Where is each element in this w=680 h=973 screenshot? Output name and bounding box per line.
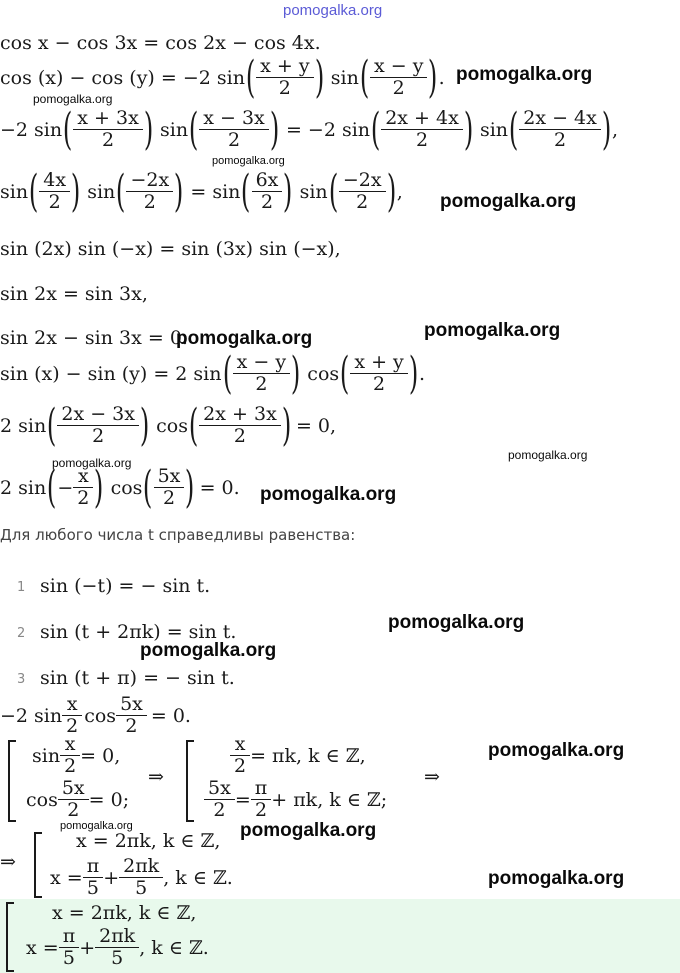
watermark-small: pomogalka.org [60, 820, 133, 832]
equation-text: 2 sin [0, 477, 47, 499]
fraction: $\frac{\pi}{5}$ [61, 926, 78, 970]
fraction: $\frac{x}{2}$ [64, 694, 80, 738]
equation-text: cos [156, 415, 188, 437]
watermark-small: pomogalka.org [33, 92, 113, 106]
fraction: $\frac{2x + 3x}{2}$ [201, 404, 279, 448]
watermark: pomogalka.org [456, 64, 593, 85]
equation-text: sin [479, 119, 509, 141]
equation-text: = 0. [199, 477, 240, 499]
watermark: pomogalka.org [424, 320, 561, 341]
list-item-formula: sin (t + π) = − sin t. [40, 667, 235, 689]
equation-text: cos [307, 363, 340, 385]
fraction: $\frac{x - y}{2}$ [372, 56, 425, 100]
equation-text: − [57, 477, 74, 499]
fraction: $\frac{2\pi k}{5}$ [97, 926, 137, 970]
equation-line-7 [0, 327, 188, 349]
system-row: $\frac{x}{2}$ = πk, k ∈ ℤ, [230, 734, 366, 778]
equation-text: sin [299, 181, 328, 203]
list-number: 1 [17, 580, 26, 595]
system-bracket [8, 740, 16, 822]
answer-row: x = 2πk, k ∈ ℤ, [52, 902, 197, 924]
equation-text: cos [110, 477, 143, 499]
equation-text: 2 sin [0, 415, 47, 437]
paren-open: ( [359, 52, 370, 103]
implies-arrow: ⇒ [148, 766, 164, 788]
watermark: pomogalka.org [176, 328, 313, 349]
equation-line-6 [0, 283, 148, 305]
equation-text: = 0. [150, 704, 191, 727]
equation-text: cos (x) − cos (y) = −2 sin [0, 67, 245, 89]
equation-line-5 [0, 238, 341, 260]
paren-close: ) [428, 52, 438, 103]
equation-text: cos x − cos 3x = cos 2x − cos 4x. [0, 32, 321, 54]
answer-row: x = $\frac{\pi}{5}$ + $\frac{2\pi k}{5}$ , k ∈ ℤ. [26, 925, 209, 969]
equation-text: −2 sin [0, 119, 63, 141]
fraction: $\frac{\pi}{2}$ [253, 778, 270, 822]
fraction: $\frac{5x}{2}$ [156, 466, 183, 510]
fraction: $\frac{5x}{2}$ [118, 694, 145, 738]
equation-text: = sin [190, 181, 241, 203]
fraction: $\frac{x}{2}$ [62, 734, 78, 778]
equation-text: cos [84, 704, 117, 727]
system-row: cos $\frac{5x}{2}$ = 0; [26, 777, 130, 821]
equation-line-8: sin (x) − sin (y) = 2 sin ( $\frac{x - y}{2}$ ) cos ( $\frac{x + y}{2}$ ) . [0, 348, 425, 399]
fraction: $\frac{-2x}{2}$ [128, 170, 171, 214]
watermark: pomogalka.org [240, 820, 377, 841]
equation-line-1 [0, 32, 321, 54]
equation-text: = −2 sin [285, 119, 371, 141]
equation-line-3: −2 sin ( $\frac{x + 3x}{2}$ ) sin ( $\frac{x - 3x}{2}$ ) = −2 sin ( $\frac{2x + 4x}{2}$ ) sin ( $\frac{2x - 4x}{2}$ ) , [0, 104, 619, 155]
equation-text: sin [0, 181, 29, 203]
fraction: $\frac{2\pi k}{5}$ [121, 856, 161, 900]
system-bracket [6, 902, 14, 972]
implies-arrow: ⇒ [424, 766, 440, 788]
watermark-small: pomogalka.org [508, 448, 588, 462]
equation-text: sin 2x = sin 3x, [0, 283, 148, 305]
fraction: $\frac{6x}{2}$ [254, 170, 281, 214]
list-item-formula: sin (t + 2πk) = sin t. [40, 621, 237, 643]
system-bracket [186, 740, 194, 822]
fraction: $\frac{4x}{2}$ [41, 170, 68, 214]
system-row: x = 2πk, k ∈ ℤ, [76, 830, 221, 852]
fraction: $\frac{\pi}{5}$ [85, 856, 102, 900]
list-number: 2 [17, 626, 26, 641]
fraction: $\frac{x - y}{2}$ [235, 352, 288, 396]
equation-text: . [438, 67, 445, 89]
equation-text: sin 2x − sin 3x = 0. [0, 327, 188, 349]
implies-arrow: ⇒ [0, 851, 16, 873]
equation-text: , [612, 119, 619, 141]
system-row: sin $\frac{x}{2}$ = 0, [32, 733, 121, 777]
fraction: $\frac{x - 3x}{2}$ [201, 108, 267, 152]
paragraph-text: Для любого числа t справедливы равенства: [0, 526, 356, 544]
equation-line-9: 2 sin ( $\frac{2x - 3x}{2}$ ) cos ( $\frac{2x + 3x}{2}$ ) = 0, [0, 400, 337, 451]
fraction: $\frac{x + 3x}{2}$ [75, 108, 141, 152]
fraction: $\frac{x}{2}$ [75, 466, 91, 510]
equation-line-10: 2 sin ( − $\frac{x}{2}$ ) cos ( $\frac{5x}{2}$ ) = 0. [0, 462, 240, 513]
fraction: $\frac{5x}{2}$ [60, 778, 87, 822]
equation-line-11 [0, 694, 191, 738]
list-number: 3 [17, 672, 26, 687]
watermark: pomogalka.org [388, 612, 525, 633]
watermark: pomogalka.org [488, 868, 625, 889]
fraction: $\frac{x + y}{2}$ [352, 352, 405, 396]
paren-close: ) [314, 52, 324, 103]
equation-text: , [396, 181, 403, 203]
equation-line-4: sin ( $\frac{4x}{2}$ ) sin ( $\frac{-2x}{2}$ ) = sin ( $\frac{6x}{2}$ ) sin ( $\frac{-2x}{2}$ ) , [0, 166, 403, 217]
watermark-top: pomogalka.org [283, 2, 383, 19]
equation-text: sin [160, 119, 189, 141]
list-item-formula: sin (−t) = − sin t. [40, 575, 211, 597]
fraction: $\frac{2x - 4x}{2}$ [521, 108, 599, 152]
equation-text: sin (2x) sin (−x) = sin (3x) sin (−x), [0, 238, 341, 260]
equation-text: sin [330, 67, 359, 89]
watermark: pomogalka.org [140, 640, 277, 661]
watermark: pomogalka.org [260, 484, 397, 505]
paren-open: ( [245, 52, 256, 103]
system-row: $\frac{5x}{2}$ = $\frac{\pi}{2}$ + πk, k ∈ ℤ; [204, 778, 387, 822]
system-row: x = $\frac{\pi}{5}$ + $\frac{2\pi k}{5}$ , k ∈ ℤ. [50, 855, 233, 899]
fraction: $\frac{x + y}{2}$ [258, 56, 311, 100]
watermark-small: pomogalka.org [212, 155, 285, 167]
watermark-small: pomogalka.org [52, 456, 132, 470]
fraction: $\frac{2x - 3x}{2}$ [59, 404, 137, 448]
fraction: $\frac{-2x}{2}$ [341, 170, 384, 214]
system-bracket [34, 832, 42, 898]
equation-text: = 0, [295, 415, 337, 437]
fraction: $\frac{x}{2}$ [232, 734, 248, 778]
equation-text: −2 sin [0, 704, 63, 727]
equation-text: sin [87, 181, 116, 203]
fraction: $\frac{2x + 4x}{2}$ [383, 108, 461, 152]
equation-text: . [418, 363, 425, 385]
fraction: $\frac{5x}{2}$ [206, 778, 233, 822]
watermark: pomogalka.org [488, 740, 625, 761]
watermark: pomogalka.org [440, 191, 577, 212]
equation-text: sin (x) − sin (y) = 2 sin [0, 363, 222, 385]
